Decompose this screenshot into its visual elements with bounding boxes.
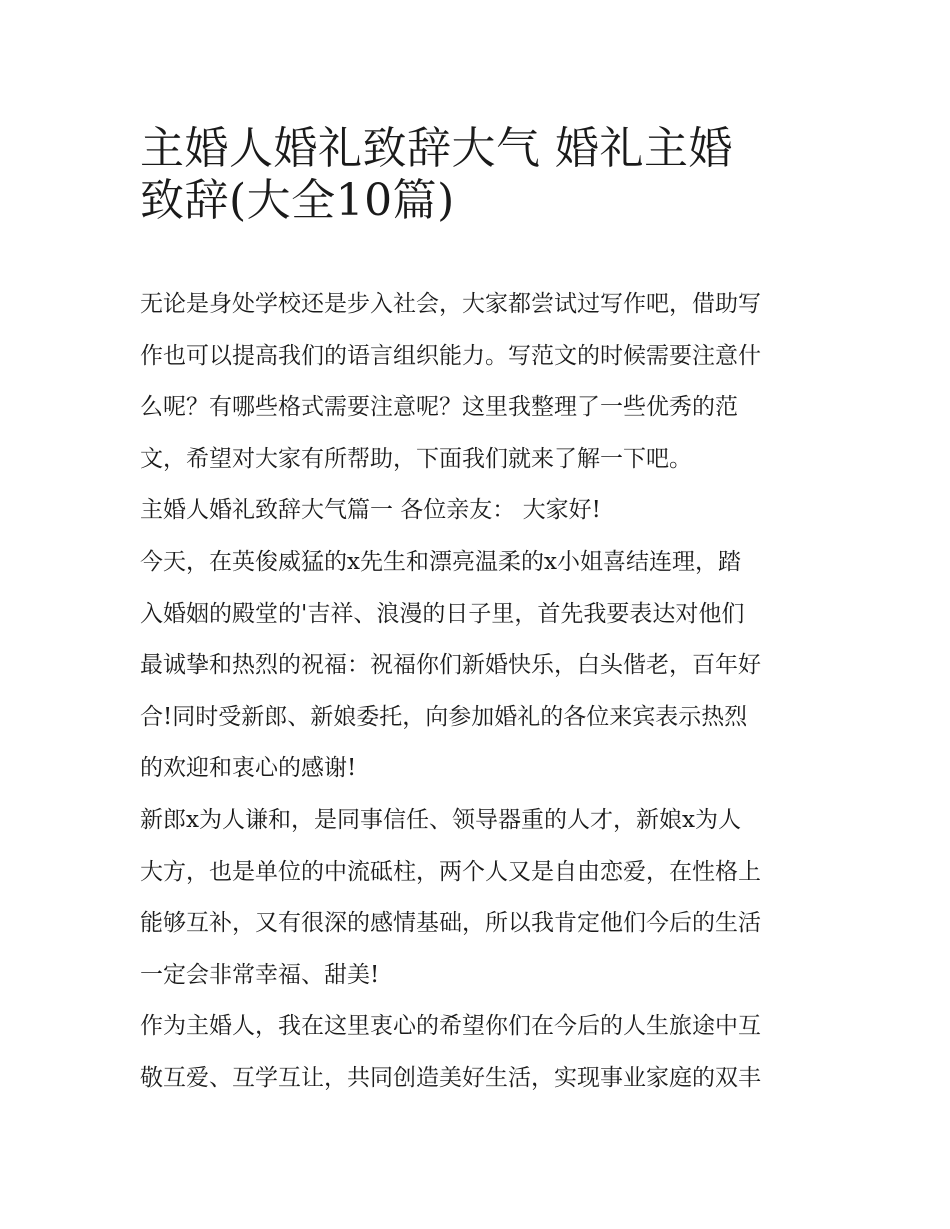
section-heading-line: 主婚人婚礼致辞大气篇一 各位亲友： 大家好! xyxy=(140,497,601,524)
body-line: 能够互补，又有很深的感情基础，所以我肯定他们今后的生活 xyxy=(140,910,761,937)
body-line: 大方，也是单位的中流砥柱，两个人又是自由恋爱，在性格上 xyxy=(140,858,761,885)
body-line: 无论是身处学校还是步入社会，大家都尝试过写作吧，借助写 xyxy=(140,291,761,317)
body-line: 入婚姻的殿堂的'吉祥、浪漫的日子里，首先我要表达对他们 xyxy=(140,600,745,627)
body-line: 敬互爱、互学互让，共同创造美好生活，实现事业家庭的双丰 xyxy=(140,1064,761,1091)
body-line: 作为主婚人，我在这里衷心的希望你们在今后的人生旅途中互 xyxy=(140,1013,761,1040)
body-line: 一定会非常幸福、甜美! xyxy=(140,961,380,988)
document-title xyxy=(140,113,820,226)
title-line: 主婚人婚礼致辞大气 婚礼主婚 xyxy=(140,123,733,174)
title-line: 致辞(大全10篇) xyxy=(140,174,455,226)
body-line: 最诚挚和热烈的祝福：祝福你们新婚快乐，白头偕老，百年好 xyxy=(140,652,761,679)
body-line: 么呢？有哪些格式需要注意呢？这里我整理了一些优秀的范 xyxy=(140,394,738,421)
body-line: 今天，在英俊威猛的x先生和漂亮温柔的x小姐喜结连理，踏 xyxy=(140,548,741,575)
body-line: 文，希望对大家有所帮助，下面我们就来了解一下吧。 xyxy=(140,445,692,472)
body-line: 新郎x为人谦和，是同事信任、领导器重的人才，新娘x为人 xyxy=(140,806,741,833)
body-line: 作也可以提高我们的语言组织能力。写范文的时候需要注意什 xyxy=(140,342,761,369)
document-body xyxy=(140,279,812,1105)
body-line: 的欢迎和衷心的感谢! xyxy=(140,755,357,782)
body-line: 合!同时受新郎、新娘委托，向参加婚礼的各位来宾表示热烈 xyxy=(140,703,748,730)
